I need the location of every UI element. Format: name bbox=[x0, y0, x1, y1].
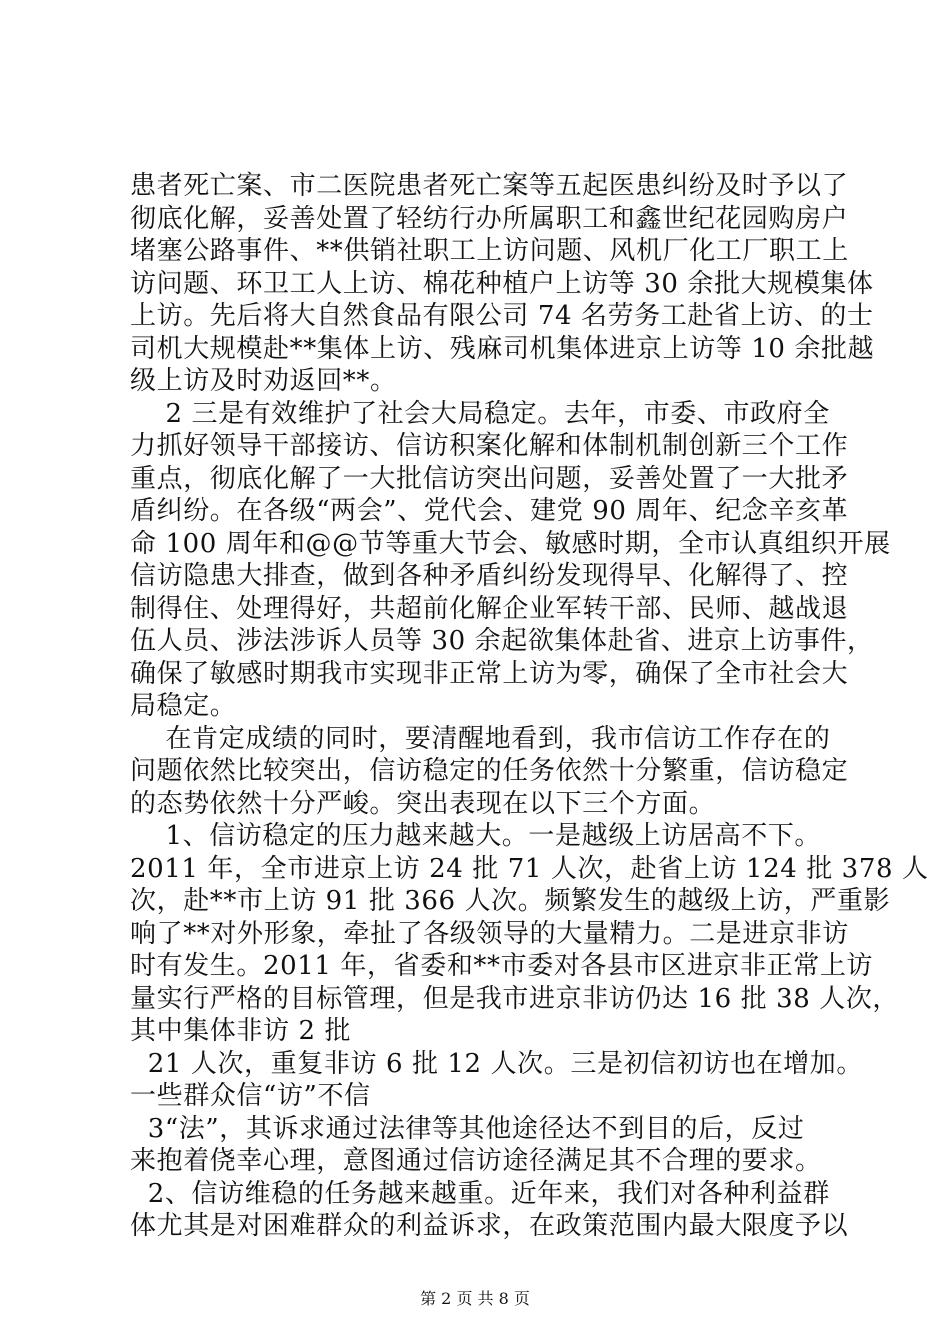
text-line: 体尤其是对困难群众的利益诉求，在政策范围内最大限度予以 bbox=[130, 1211, 849, 1241]
text-line: 响了**对外形象，牵扯了各级领导的大量精力。二是进京非访 bbox=[130, 918, 849, 949]
text-line: 2、信访维稳的任务越来越重。近年来，我们对各种利益群 bbox=[130, 1178, 830, 1209]
text-line: 制得住、处理得好，共超前化解企业军转干部、民师、越战退 bbox=[130, 593, 849, 624]
text-line: 量实行严格的目标管理，但是我市进京非访仍达 16 批 38 人次， bbox=[130, 983, 900, 1014]
text-line: 确保了敏感时期我市实现非正常上访为零，确保了全市社会大 bbox=[130, 658, 849, 689]
text-line: 1、信访稳定的压力越来越大。一是越级上访居高不下。 bbox=[130, 821, 822, 851]
text-line: 其中集体非访 2 批 bbox=[130, 1016, 352, 1046]
text-line: 级上访及时劝返回**。 bbox=[130, 366, 397, 396]
text-line: 2 三是有效维护了社会大局稳定。去年，市委、市政府全 bbox=[130, 398, 830, 429]
text-line: 次，赴**市上访 91 批 366 人次。频繁发生的越级上访，严重影 bbox=[130, 886, 891, 916]
text-line: 21 人次，重复非访 6 批 12 人次。三是初信初访也在增加。 bbox=[130, 1048, 863, 1079]
document-body bbox=[130, 170, 929, 1243]
text-line: 上访。先后将大自然食品有限公司 74 名劳务工赴省上访、的士 bbox=[130, 301, 874, 331]
text-line: 重点，彻底化解了一大批信访突出问题，妥善处置了一大批矛 bbox=[130, 463, 849, 494]
text-line: 3“法”，其诉求通过法律等其他途径达不到目的后，反过 bbox=[130, 1113, 805, 1144]
text-line: 司机大规模赴**集体上访、残麻司机集体进京上访等 10 余批越 bbox=[130, 333, 875, 364]
text-line: 来抱着侥幸心理，意图通过信访途径满足其不合理的要求。 bbox=[130, 1146, 822, 1176]
text-line: 时有发生。2011 年，省委和**市委对各县市区进京非正常上访 bbox=[130, 951, 874, 981]
text-line: 堵塞公路事件、**供销社职工上访问题、风机厂化工厂职工上 bbox=[130, 236, 849, 266]
text-line: 局稳定。 bbox=[130, 691, 237, 721]
page-number-label: 第 2 页 共 8 页 bbox=[420, 1289, 530, 1308]
text-line: 问题依然比较突出，信访稳定的任务依然十分繁重，信访稳定 bbox=[130, 756, 849, 786]
text-line: 彻底化解，妥善处置了轻纺行办所属职工和鑫世纪花园购房户 bbox=[130, 203, 849, 234]
text-line: 一些群众信“访”不信 bbox=[130, 1081, 371, 1111]
text-line: 2011 年，全市进京上访 24 批 71 人次，赴省上访 124 批 378 人 bbox=[130, 853, 929, 884]
text-line: 信访隐患大排查，做到各种矛盾纠纷发现得早、化解得了、控 bbox=[130, 561, 849, 591]
page-footer bbox=[0, 1286, 950, 1309]
text-line: 的态势依然十分严峻。突出表现在以下三个方面。 bbox=[130, 788, 716, 819]
text-line: 盾纠纷。在各级“两会”、党代会、建党 90 周年、纪念辛亥革 bbox=[130, 496, 849, 526]
text-line: 命 100 周年和@@节等重大节会、敏感时期，全市认真组织开展 bbox=[130, 528, 891, 559]
text-line: 患者死亡案、市二医院患者死亡案等五起医患纠纷及时予以了 bbox=[130, 171, 849, 201]
text-line: 在肯定成绩的同时，要清醒地看到，我市信访工作存在的 bbox=[130, 723, 831, 754]
text-line: 伍人员、涉法涉诉人员等 30 余起欲集体赴省、进京上访事件， bbox=[130, 626, 874, 656]
text-line: 访问题、环卫工人上访、棉花种植户上访等 30 余批大规模集体 bbox=[130, 268, 874, 299]
text-line: 力抓好领导干部接访、信访积案化解和体制机制创新三个工作 bbox=[130, 431, 849, 461]
